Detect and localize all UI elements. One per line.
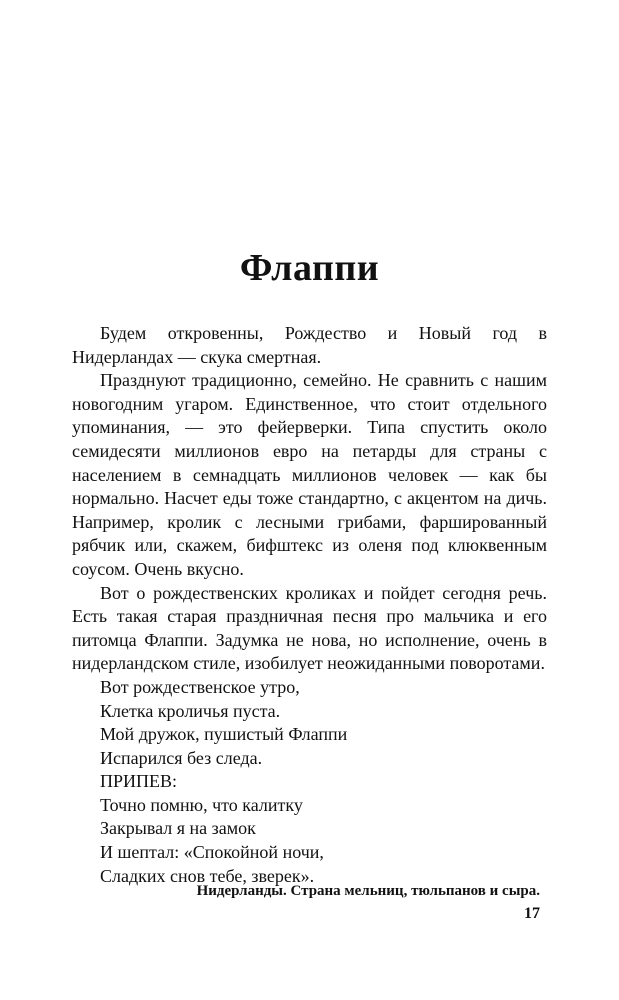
verse-line: Сладких снов тебе, зверек». — [100, 865, 315, 886]
chorus-label: ПРИПЕВ: — [100, 771, 178, 792]
verse-line: Мой дружок, пушистый Флаппи — [100, 724, 348, 745]
verse-line: Вот рождественское утро, — [100, 676, 300, 697]
chapter-body — [72, 322, 547, 888]
verse-line: И шептал: «Спокойной ночи, — [100, 842, 324, 863]
song-verse — [72, 676, 547, 888]
verse-line: Точно помню, что калитку — [100, 794, 303, 815]
verse-line: Испарился без следа. — [100, 747, 263, 768]
paragraph: Празднуют традиционно, семейно. Не сравнить с нашим новогодним угаром. Единственное, что стоит отдельного упоминания, — это фейерверки. Типа спустить около семидесяти миллионов евро на петарды для страны с населением в семнадцать миллионов человек — как бы нормально. Насчет еды тоже стандартно, с акцентом на дичь. Например, кролик с лесными грибами, фаршированный рябчик или, скажем, бифштекс из оленя под клюквенным соусом. Очень вкусно. — [72, 370, 547, 579]
running-footer-title: Нидерланды. Страна мельниц, тюльпанов и сыра. — [196, 883, 540, 899]
chapter-title: Флаппи — [239, 247, 380, 290]
verse-line: Клетка кроличья пуста. — [100, 700, 281, 721]
paragraph: Вот о рождественских кроликах и пойдет сегодня речь. Есть такая старая праздничная песня про мальчика и его питомца Флаппи. Задумка не нова, но исполнение, очень в нидерландском стиле, изобилует неожиданными поворотами. — [72, 582, 547, 674]
verse-line: Закрывал я на замок — [100, 818, 256, 839]
page-number: 17 — [524, 905, 540, 922]
paragraph: Будем откровенны, Рождество и Новый год в Нидерландах — скука смертная. — [72, 323, 547, 367]
